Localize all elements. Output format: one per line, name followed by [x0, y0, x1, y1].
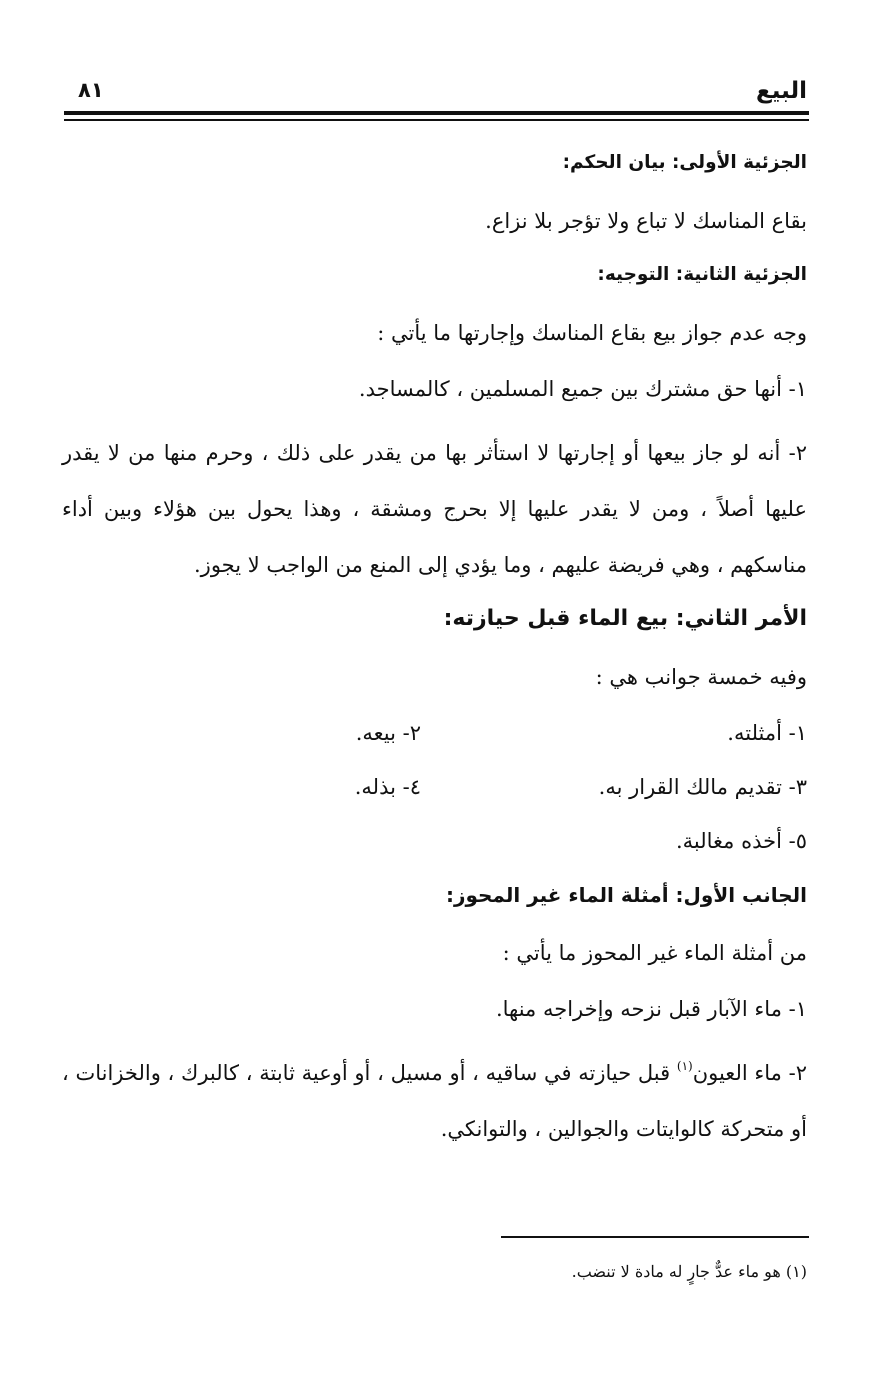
- page-body: [62, 145, 807, 1157]
- aspect-two: ٢- بيعه.: [355, 721, 421, 745]
- heading-second-matter: الأمر الثاني: بيع الماء قبل حيازته:: [443, 606, 807, 631]
- paragraph-reason-one: ١- أنها حق مشترك بين جميع المسلمين ، كالمساجد.: [358, 377, 807, 401]
- paragraph-reason-two: ٢- أنه لو جاز بيعها أو إجارتها لا استأثر بها من يقدر على ذلك ، وحرم منها من لا يقدر عليها أصلاً ، ومن لا يقدر عليها إلا بحرج ومشقة ، وهذا يحول بين هؤلاء وبين أداء مناسكهم ، وهي فريضة عليهم ، وما يؤدي إلى المنع من الواجب لا يجوز.: [62, 441, 807, 577]
- heading-first-aspect: الجانب الأول: أمثلة الماء غير المحوز:: [445, 883, 807, 907]
- footnote-reference: (١): [676, 1059, 693, 1073]
- paragraph-intro: وجه عدم جواز بيع بقاع المناسك وإجارتها ما يأتي :: [377, 321, 807, 345]
- example-two-rest: قبل حيازته في ساقيه ، أو مسيل ، أو أوعية ثابتة ، كالبرك ، والخزانات ، أو متحركة كالوايتات والجوالين ، والتوانكي.: [62, 1061, 807, 1141]
- page-number: ٨١: [78, 78, 104, 102]
- aspect-three: ٣- تقديم مالك القرار به.: [598, 775, 807, 799]
- aspect-five: ٥- أخذه مغالبة.: [675, 829, 807, 853]
- paragraph-rule: بقاع المناسك لا تباع ولا تؤجر بلا نزاع.: [485, 209, 807, 233]
- paragraph-aspects-intro: وفيه خمسة جوانب هي :: [595, 665, 807, 689]
- paragraph-example-two: [62, 1045, 807, 1157]
- header-rule-thin: [64, 119, 809, 121]
- heading-part-two: الجزئية الثانية: التوجيه:: [597, 264, 807, 285]
- paragraph-examples-intro: من أمثلة الماء غير المحوز ما يأتي :: [502, 941, 807, 965]
- aspect-four: ٤- بذله.: [354, 775, 421, 799]
- running-title: البيع: [755, 78, 807, 104]
- example-two-start: ٢- ماء العيون: [692, 1061, 807, 1085]
- aspect-one: ١- أمثلته.: [727, 721, 807, 745]
- footnote: (١) هو ماء عدٌّ جارٍ له مادة لا تنضب.: [571, 1262, 807, 1281]
- aspects-row-two: [62, 767, 807, 821]
- paragraph-example-one: ١- ماء الآبار قبل نزحه وإخراجه منها.: [495, 997, 807, 1021]
- aspects-row-one: [62, 713, 807, 767]
- footnote-separator: [501, 1236, 809, 1238]
- header-rule-thick: [64, 111, 809, 115]
- heading-part-one: الجزئية الأولى: بيان الحكم:: [562, 152, 807, 173]
- page-header: [78, 78, 807, 108]
